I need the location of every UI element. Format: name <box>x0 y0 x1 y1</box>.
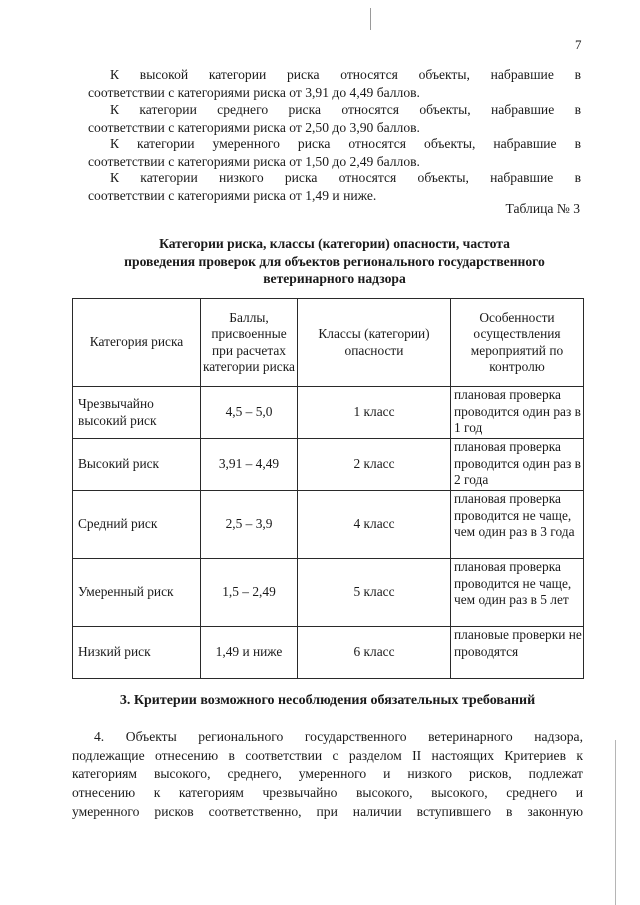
scan-artifact-top <box>370 8 371 30</box>
cell-points: 3,91 – 4,49 <box>201 439 298 491</box>
cell-category: Высокий риск <box>73 439 201 491</box>
cell-points: 1,49 и ниже <box>201 627 298 679</box>
table-title-line: Категории риска, классы (категории) опасности, частота <box>159 236 510 251</box>
table-row <box>73 491 584 559</box>
paragraph-line: соответствии с категориями риска от 2,50 до 3,90 баллов. <box>88 119 420 135</box>
cell-hazard-class: 4 класс <box>298 491 451 559</box>
cell-control: плановая проверка проводится один раз в 1 год <box>451 387 584 439</box>
table-row <box>73 627 584 679</box>
cell-control: плановая проверка проводится не чаще, чем один раз в 5 лет <box>451 559 584 627</box>
table-row <box>73 387 584 439</box>
cell-hazard-class: 5 класс <box>298 559 451 627</box>
header-hazard-class: Классы (категории) опасности <box>298 299 451 387</box>
table-header-row <box>73 299 584 387</box>
page-number: 7 <box>575 37 582 52</box>
paragraph-4 <box>72 728 583 822</box>
cell-points: 4,5 – 5,0 <box>201 387 298 439</box>
header-risk-category: Категория риска <box>73 299 201 387</box>
table-title <box>88 235 581 288</box>
header-points: Баллы, присвоенные при расчетах категории риска <box>201 299 298 387</box>
table-row <box>73 559 584 627</box>
scan-artifact-edge <box>615 740 616 905</box>
paragraph-line: К категории низкого риска относятся объекты, набравшие в <box>110 170 581 185</box>
cell-category: Умеренный риск <box>73 559 201 627</box>
header-control-features: Особенности осуществления мероприятий по контролю <box>451 299 584 387</box>
table-row <box>73 439 584 491</box>
intro-paragraph-moderate <box>88 135 581 170</box>
paragraph-line: К категории среднего риска относятся объекты, набравшие в <box>110 102 581 117</box>
cell-hazard-class: 2 класс <box>298 439 451 491</box>
table-title-line: проведения проверок для объектов регионального государственного <box>124 253 545 269</box>
cell-points: 2,5 – 3,9 <box>201 491 298 559</box>
paragraph-line: умеренного рисков соответственно, при наличии вступившего в законную <box>72 803 583 819</box>
paragraph-line: соответствии с категориями риска от 3,91 до 4,49 баллов. <box>88 84 420 100</box>
paragraph-line: соответствии с категориями риска от 1,50 до 2,49 баллов. <box>88 153 420 169</box>
cell-hazard-class: 6 класс <box>298 627 451 679</box>
intro-paragraph-low <box>88 169 581 204</box>
cell-points: 1,5 – 2,49 <box>201 559 298 627</box>
cell-category: Средний риск <box>73 491 201 559</box>
paragraph-line: категориям высокого, среднего, умеренного и низкого рисков, подлежат <box>72 766 583 782</box>
intro-paragraph-high <box>88 66 581 101</box>
intro-paragraph-medium <box>88 101 581 136</box>
paragraph-line: отнесению к категориям чрезвычайно высокого, высокого, среднего и <box>72 785 583 801</box>
paragraph-line: подлежащие отнесению в соответствии с разделом II настоящих Критериев к <box>72 747 583 763</box>
table-title-line: ветеринарного надзора <box>263 271 406 286</box>
cell-hazard-class: 1 класс <box>298 387 451 439</box>
section-3-title: 3. Критерии возможного несоблюдения обязательных требований <box>119 693 536 708</box>
paragraph-line: 4. Объекты регионального государственного ветеринарного надзора, <box>94 729 583 744</box>
cell-control: плановая проверка проводится не чаще, чем один раз в 3 года <box>451 491 584 559</box>
paragraph-line: соответствии с категориями риска от 1,49 и ниже. <box>88 187 377 203</box>
cell-category: Низкий риск <box>73 627 201 679</box>
cell-category: Чрезвычайно высокий риск <box>73 387 201 439</box>
cell-control: плановые проверки не проводятся <box>451 627 584 679</box>
table-number: Таблица № 3 <box>505 201 580 216</box>
paragraph-line: К категории умеренного риска относятся объекты, набравшие в <box>110 136 581 151</box>
risk-categories-table <box>72 298 584 679</box>
cell-control: плановая проверка проводится один раз в 2 года <box>451 439 584 491</box>
paragraph-line: К высокой категории риска относятся объекты, набравшие в <box>110 67 581 82</box>
